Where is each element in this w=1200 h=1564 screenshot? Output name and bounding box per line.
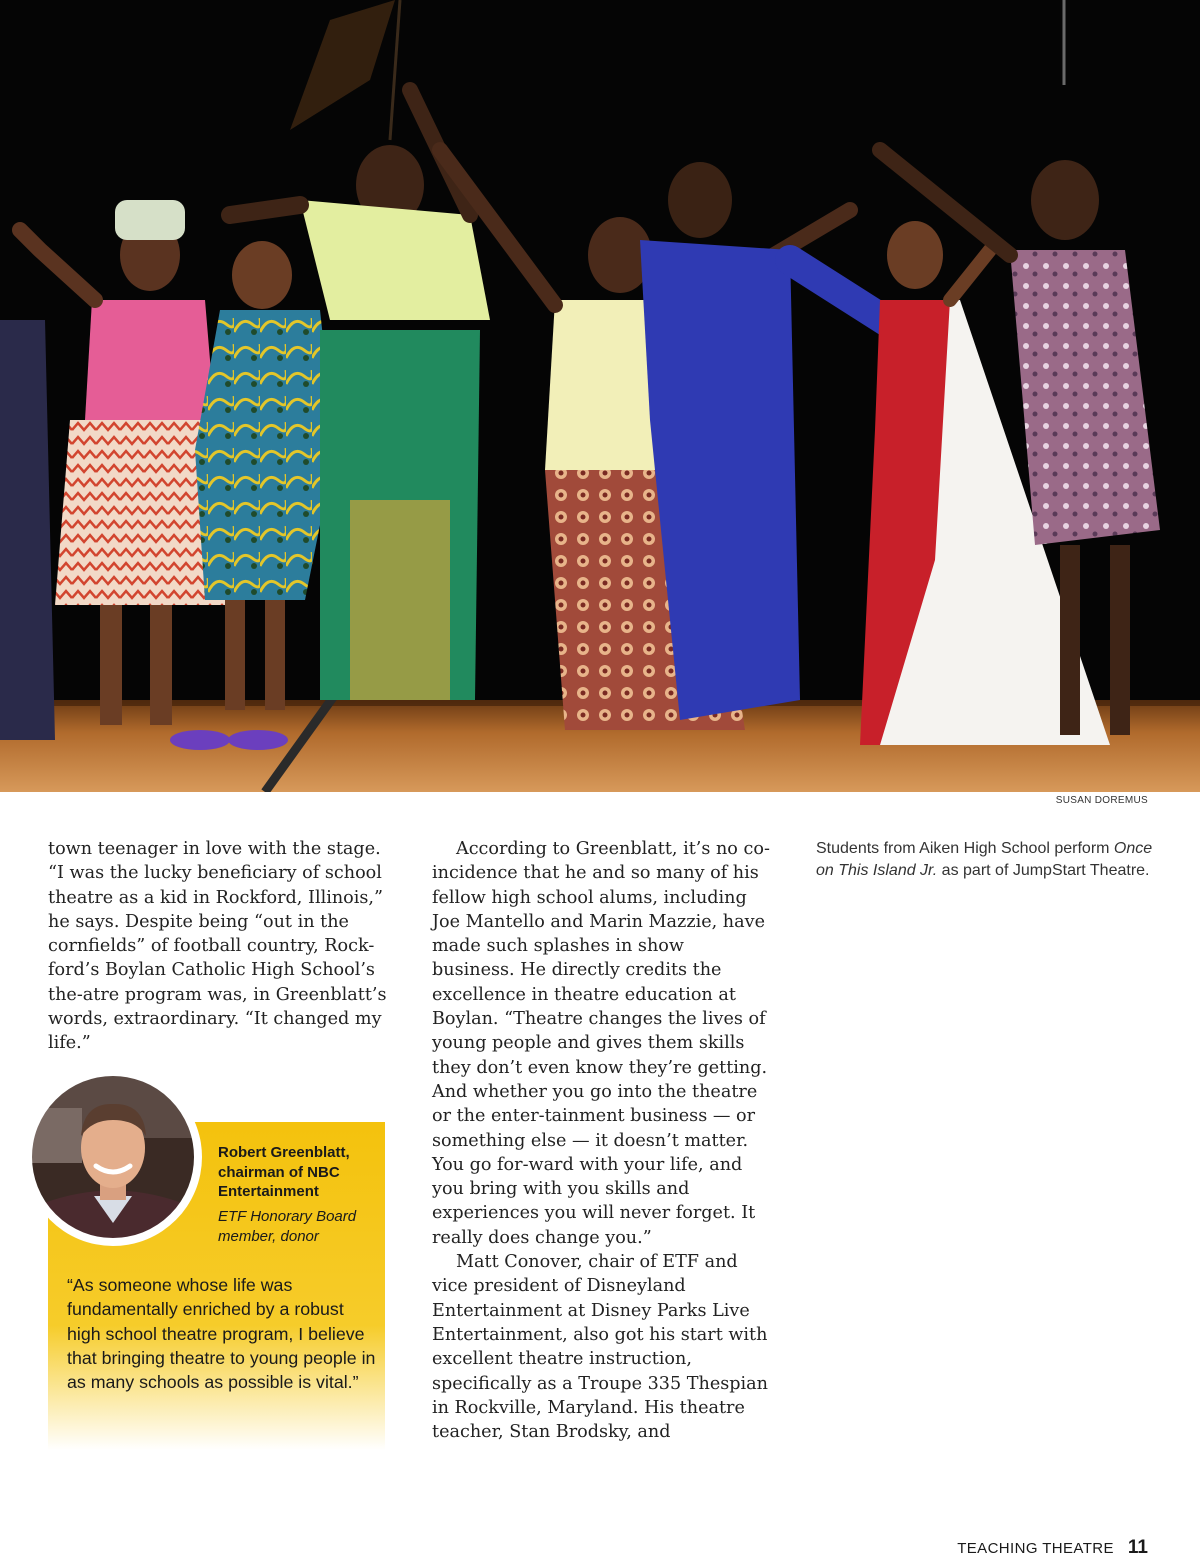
article-paragraph: Matt Conover, chair of ETF and vice president of Disneyland Entertainment at Disney Parks Live Entertainment, also got his start with excellent theatre instruction, specifically as a Troupe 335 Thespian in Rockville, Maryland. His theatre teacher, Stan Brodsky, and [432,1252,768,1443]
photo-caption [816,838,1156,882]
caption-show-title: Once on This Island Jr. [816,840,1153,879]
sidebar-person-name: Robert Greenblatt, chairman of NBC Entertainment [218,1144,350,1200]
sidebar-quote: “As someone whose life was fundamentally enriched by a robust high school theatre program, I believe that bringing theatre to young people in as many schools as possible is vital.” [67,1275,376,1393]
portrait-photo [24,1068,202,1246]
caption-text-end: as part of JumpStart Theatre. [937,862,1150,879]
page-number: 11 [1127,1537,1148,1558]
page-footer [957,1537,1148,1559]
sidebar-person-role: ETF Honorary Board member, donor [218,1208,357,1245]
caption-text: Students from Aiken High School perform [816,840,1114,857]
article-paragraph: town teenager in love with the stage. “I was the lucky beneficiary of school theatre as a kid in Rockford, Illinois,” he says. Despite being “out in the cornfields” of football country, Rock-ford’s Boylan Catholic High School’s the-atre program was, in Greenblatt’s words, extraordinary. “It changed my life.” [48,839,387,1054]
article-column-1 [48,837,388,1056]
article-paragraph: According to Greenblatt, it’s no co-incidence that he and so many of his fellow high school alums, including Joe Mantello and Marin Mazzie, have made such splashes in show business. He directly credits the excellence in theatre education at Boylan. “Theatre changes the lives of young people and gives them skills they don’t even know they’re getting. And whether you go into the theatre or the enter-tainment business — or something else — it doesn’t matter. You go for-ward with your life, and you bring with you skills and experiences you will never forget. It really does change you.” [432,839,770,1248]
photo-credit: SUSAN DOREMUS [1055,795,1148,806]
magazine-name: TEACHING THEATRE [957,1540,1114,1557]
article-column-2 [432,837,772,1444]
